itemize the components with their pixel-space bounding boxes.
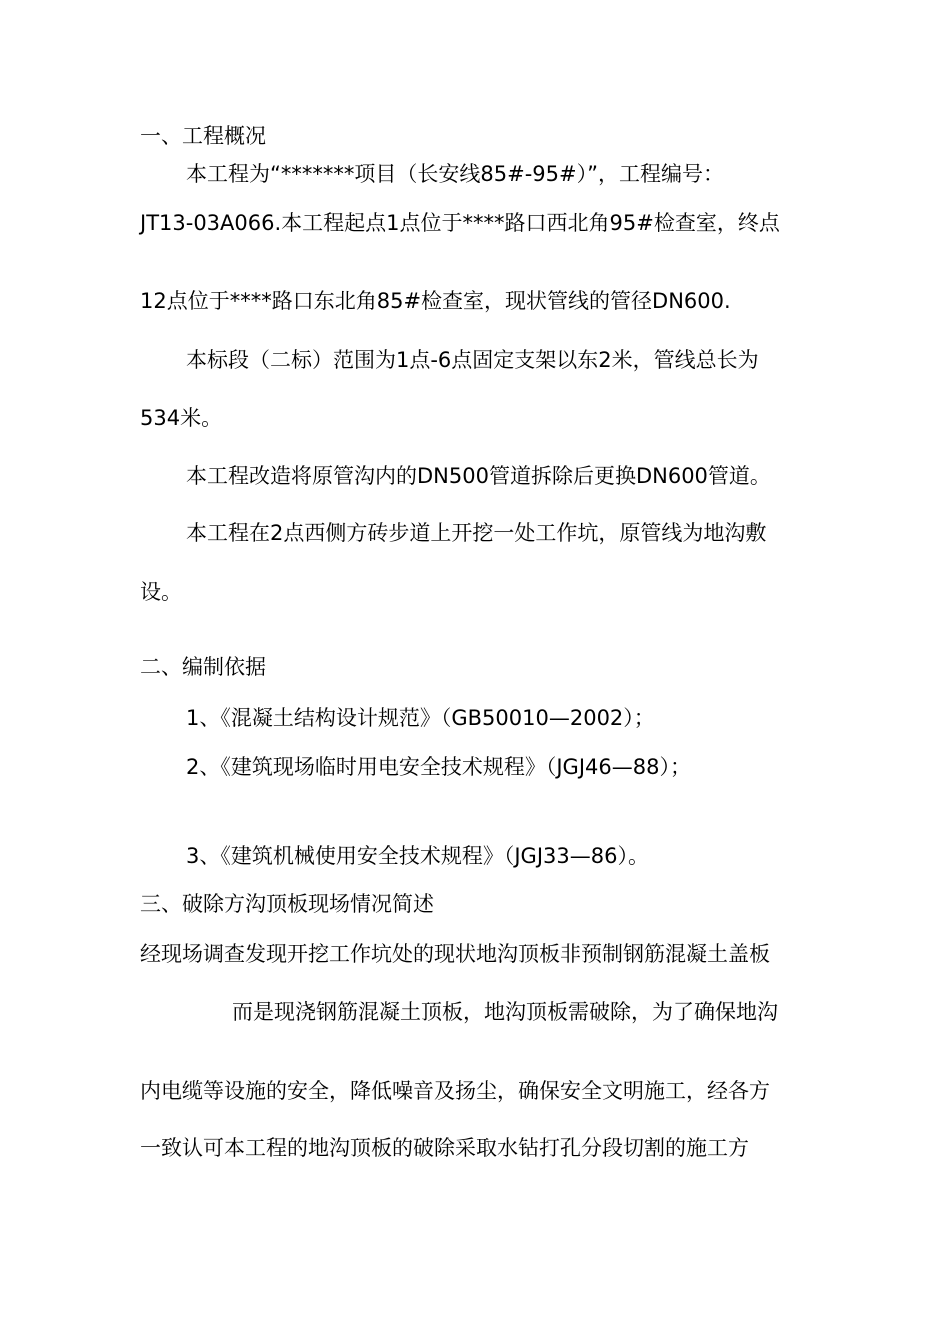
section-heading-site-situation: 三、破除方沟顶板现场情况简述 <box>140 892 434 916</box>
reference-item: 1、《混凝土结构设计规范》（GB50010—2002）； <box>186 706 655 730</box>
reference-item: 3、《建筑机械使用安全技术规程》（JGJ33—86）。 <box>186 844 649 868</box>
paragraph-line: 本工程在2点西侧方砖步道上开挖一处工作坑，原管线为地沟敷 <box>186 521 767 545</box>
paragraph-line: 本工程为“*******项目（长安线85#-95#）”，工程编号： <box>186 162 724 186</box>
paragraph-line: 经现场调查发现开挖工作坑处的现状地沟顶板非预制钢筋混凝土盖板 <box>140 942 770 966</box>
paragraph-line: 设。 <box>140 580 182 604</box>
paragraph-line: 本标段（二标）范围为1点-6点固定支架以东2米，管线总长为 <box>186 348 759 372</box>
paragraph-line: 而是现浇钢筋混凝土顶板，地沟顶板需破除，为了确保地沟 <box>232 1000 778 1024</box>
paragraph-line: 内电缆等设施的安全，降低噪音及扬尘，确保安全文明施工，经各方 <box>140 1079 770 1103</box>
paragraph-line: JT13-03A066.本工程起点1点位于****路口西北角95#检查室，终点 <box>140 211 780 235</box>
paragraph-line: 12点位于****路口东北角85#检查室，现状管线的管径DN600. <box>140 289 731 313</box>
reference-item: 2、《建筑现场临时用电安全技术规程》（JGJ46—88）； <box>186 755 691 779</box>
paragraph-line: 一致认可本工程的地沟顶板的破除采取水钻打孔分段切割的施工方 <box>140 1136 749 1160</box>
section-heading-basis: 二、编制依据 <box>140 655 266 679</box>
paragraph-line: 534米。 <box>140 406 223 430</box>
paragraph-line: 本工程改造将原管沟内的DN500管道拆除后更换DN600管道。 <box>186 464 771 488</box>
section-heading-overview: 一、工程概况 <box>140 124 266 148</box>
